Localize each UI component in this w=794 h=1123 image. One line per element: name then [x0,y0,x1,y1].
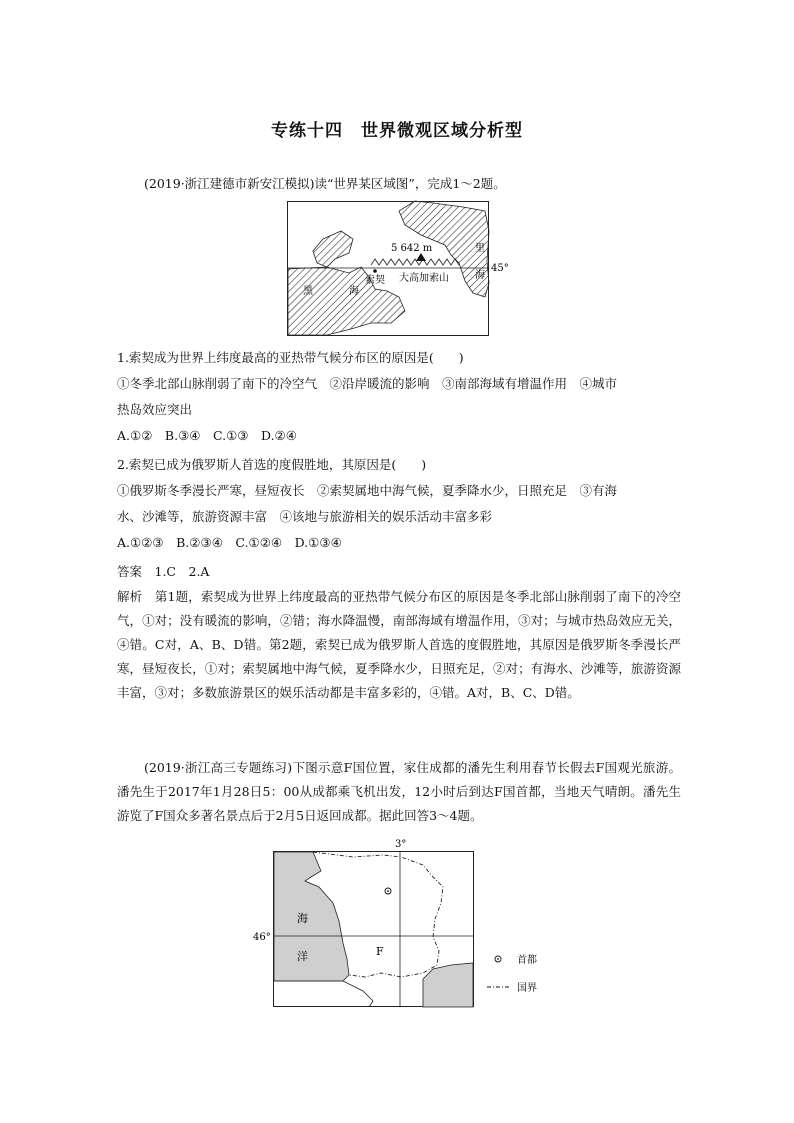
question-2-options-2: 水、沙滩等，旅游资源丰富 ④该地与旅游相关的娱乐活动丰富多彩 [117,509,493,524]
map-country-f [253,839,553,1011]
question-1-options-2: 热岛效应突出 [117,402,193,417]
question-2-stem: 2.索契已成为俄罗斯人首选的度假胜地，其原因是( ) [117,457,427,472]
country-f-label: F [376,945,384,958]
lon-3-label: 3° [395,839,407,850]
lat-46-label: 46° [253,932,271,943]
map-caucasus-region [287,201,509,336]
sochi-marker [373,269,377,273]
page-title: 专练十四 世界微观区域分析型 [271,121,523,141]
intro-question-1-2: (2019·浙江建德市新安江模拟)读“世界某区域图”，完成1～2题。 [144,176,506,191]
caspian-label-2: 海 [475,270,485,281]
elevation-label: 5 642 m [391,243,433,254]
black-sea-label-2: 海 [349,286,359,297]
answer-line: 答案 1.C 2.A [117,564,210,579]
legend-capital-label: 首都 [517,955,537,966]
black-sea-label-1: 黑 [303,286,313,297]
question-1-stem: 1.索契成为世界上纬度最高的亚热带气候分布区的原因是( ) [117,350,464,365]
question-1-options-1: ①冬季北部山脉削弱了南下的冷空气 ②沿岸暖流的影响 ③南部海域有增温作用 ④城市 [117,376,618,391]
question-2-options-1: ①俄罗斯冬季漫长严寒，昼短夜长 ②索契属地中海气候，夏季降水少，日照充足 ③有海 [117,483,618,498]
lat-45-label: 45° [491,263,509,274]
caspian-label-1: 里 [475,243,485,254]
sochi-label: 索契 [365,275,385,286]
analysis-paragraph: 解析 第1题，索契成为世界上纬度最高的亚热带气候分布区的原因是冬季北部山脉削弱了南下的冷空气，①对；没有暖流的影响，②错；海水降温慢，南部海域有增温作用，③对；与城市热岛效应无关，④错。C对，A、B、D错。第2题，索契已成为俄罗斯人首选的度假胜地，其原因是俄罗斯冬季漫长严寒，昼短夜长，①对；索契属地中海气候，夏季降水少，日照充足，②对；有海水、沙滩等，旅游资源丰富，③对；多数旅游景区的娱乐活动都是丰富多彩的，④错。A对，B、C、D错。 [117,589,681,700]
intro-question-3-4: (2019·浙江高三专题练习)下图示意F国位置，家住成都的潘先生利用春节长假去F国观光旅游。潘先生于2017年1月28日5：00从成都乘飞机出发，12小时后到达F国首都，当地天气晴朗。潘先生游览了F国众多著名景点后于2月5日返回成都。据此回答3～4题。 [117,760,681,823]
ocean-label-2: 洋 [297,950,308,963]
legend-border-label: 国界 [517,983,537,994]
question-2-choices: A.①②③ B.②③④ C.①②④ D.①③④ [117,535,342,550]
question-1-choices: A.①② B.③④ C.①③ D.②④ [117,428,297,443]
ocean-label-1: 海 [297,912,308,925]
mountain-label: 大高加索山 [399,273,449,284]
